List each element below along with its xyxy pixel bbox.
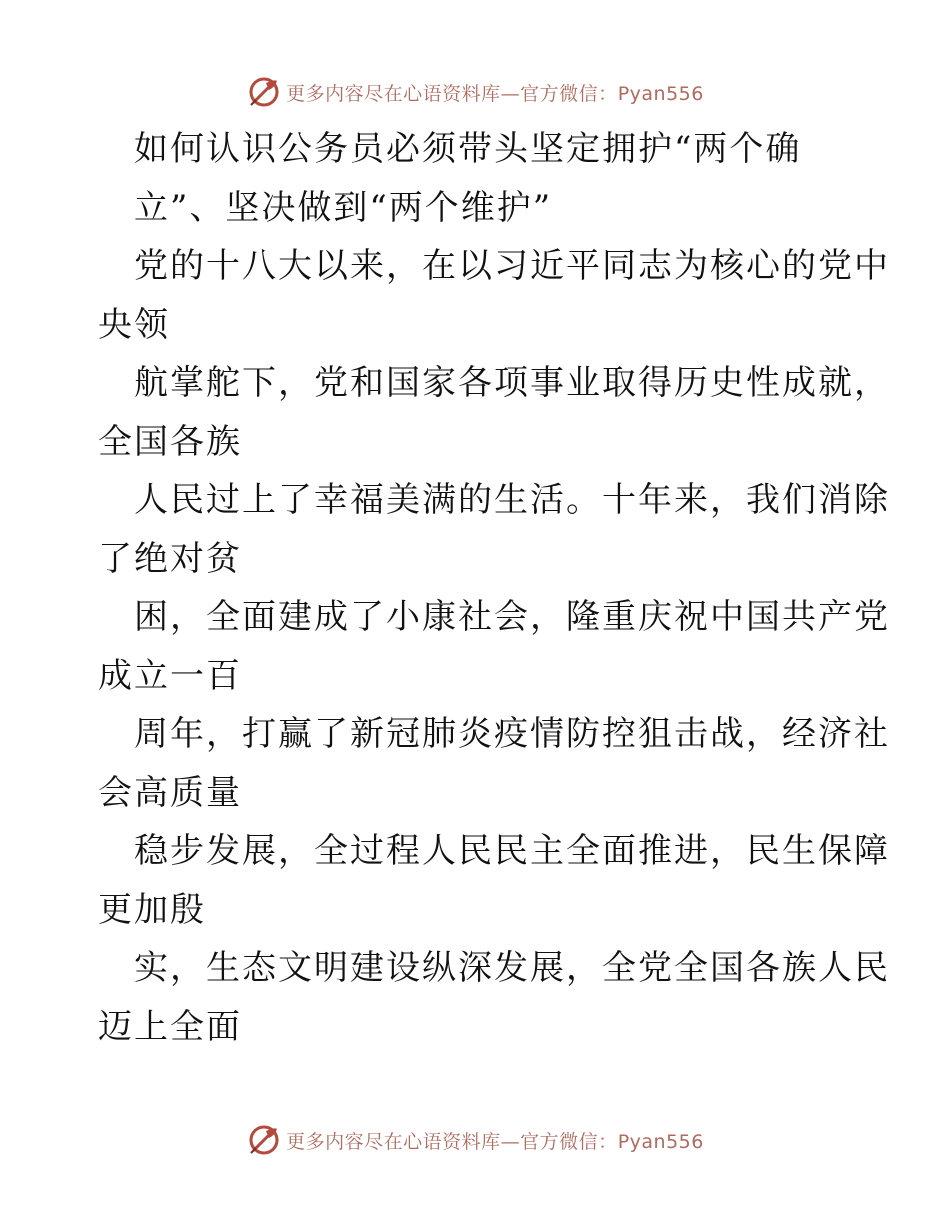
text-line: 困，全面建成了小康社会，隆重庆祝中国共产党: [134, 597, 890, 637]
watermark-wechat-label: 官方微信：: [520, 82, 618, 105]
text-line: 周年，打赢了新冠肺炎疫情防控狙击战，经济社: [134, 714, 890, 754]
text-line: 党的十八大以来，在以习近平同志为核心的党中: [134, 246, 890, 286]
text-line: 航掌舵下，党和国家各项事业取得历史性成就，: [134, 363, 890, 403]
text-line: 实，生态文明建设纵深发展，全党全国各族人民: [134, 948, 890, 988]
text-line: 全国各族: [98, 421, 242, 462]
watermark-wechat-id: Pyan556: [617, 1130, 704, 1153]
text-line: 更加殷: [98, 889, 206, 930]
document-body: [98, 120, 890, 1056]
watermark-wechat-id: Pyan556: [617, 82, 704, 105]
quill-seal-icon: [246, 1122, 282, 1158]
watermark-text: [286, 1127, 704, 1154]
watermark-dash: —: [500, 1130, 521, 1153]
quill-seal-icon: [246, 74, 282, 110]
text-line: 立”、坚决做到“两个维护”: [134, 187, 553, 228]
watermark-site-name: 更多内容尽在心语资料库: [286, 1130, 501, 1153]
text-line: 了绝对贫: [98, 538, 242, 579]
text-line: 如何认识公务员必须带头坚定拥护“两个确: [134, 129, 802, 169]
watermark-site-name: 更多内容尽在心语资料库: [286, 82, 501, 105]
text-line: 成立一百: [98, 655, 242, 696]
watermark-text: [286, 79, 704, 106]
text-line: 迈上全面: [98, 1006, 242, 1047]
watermark-header: [0, 72, 950, 112]
text-line: 人民过上了幸福美满的生活。十年来，我们消除: [134, 480, 890, 520]
watermark-footer: [0, 1120, 950, 1160]
watermark-wechat-label: 官方微信：: [520, 1130, 618, 1153]
text-line: 稳步发展，全过程人民民主全面推进，民生保障: [134, 831, 890, 871]
text-line: 会高质量: [98, 772, 242, 813]
text-line: 央领: [98, 304, 170, 345]
watermark-dash: —: [500, 82, 521, 105]
